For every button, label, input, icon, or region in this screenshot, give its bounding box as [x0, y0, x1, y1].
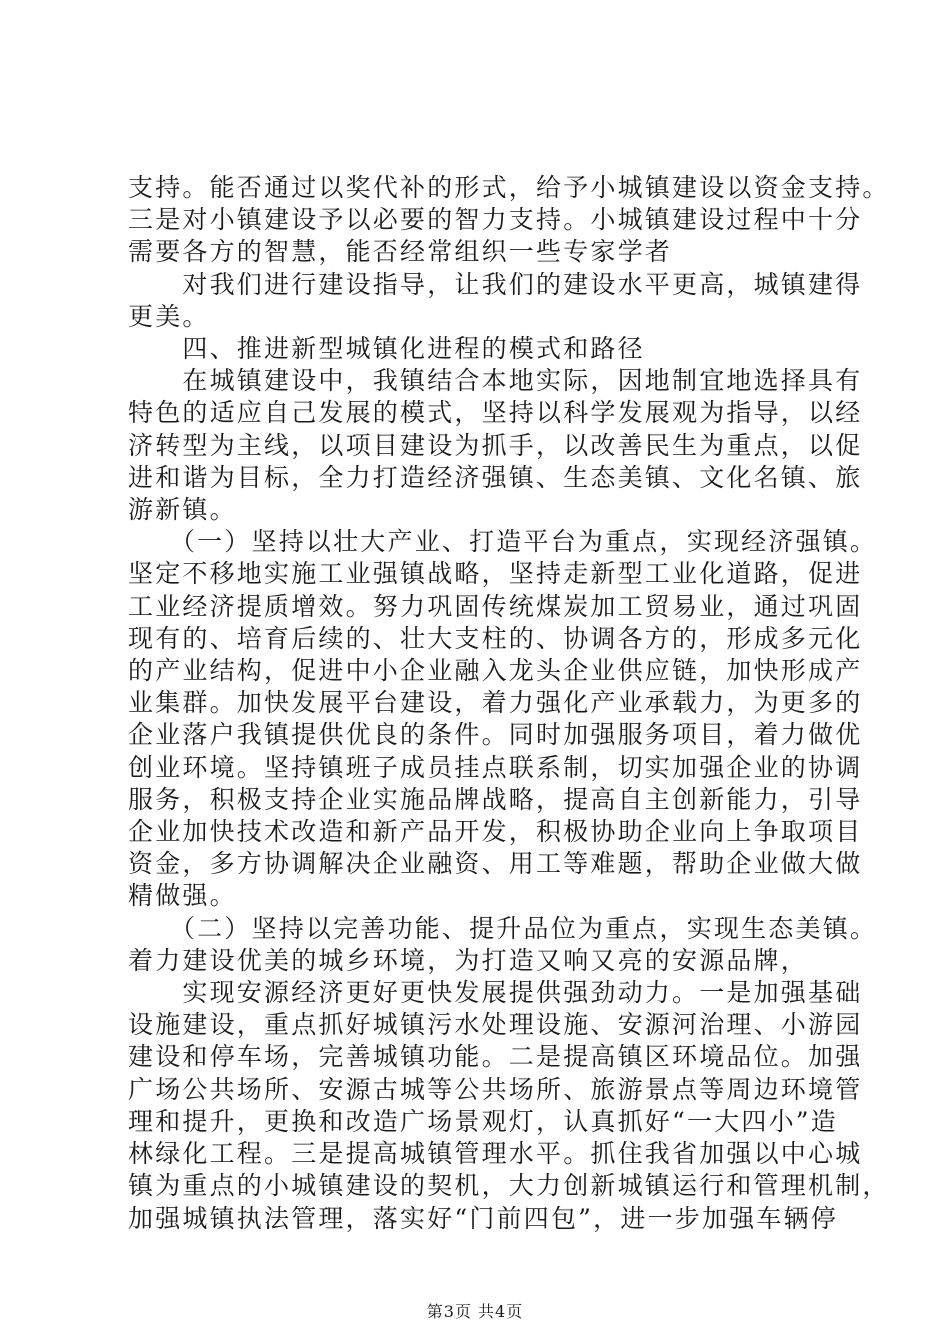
text-line: 的产业结构，促进中小企业融入龙头企业供应链，加快形成产 [128, 656, 863, 686]
text-line: 建设和停车场，完善城镇功能。二是提高镇区环境品位。加强 [128, 1042, 863, 1072]
text-line: 对我们进行建设指导，让我们的建设水平更高，城镇建得 [128, 269, 863, 299]
text-line: （一）坚持以壮大产业、打造平台为重点，实现经济强镇。 [128, 527, 878, 557]
text-line: 理和提升，更换和改造广场景观灯，认真抓好“一大四小”造 [128, 1106, 838, 1136]
text-line: 游新镇。 [128, 495, 237, 525]
text-line: 林绿化工程。三是提高城镇管理水平。抓住我省加强以中心城 [128, 1139, 863, 1169]
text-line: 实现安源经济更好更快发展提供强劲动力。一是加强基础 [128, 978, 863, 1008]
text-line: （二）坚持以完善功能、提升品位为重点，实现生态美镇。 [128, 913, 878, 943]
text-line: 加强城镇执法管理，落实好“门前四包”，进一步加强车辆停 [128, 1203, 838, 1233]
text-line: 工业经济提质增效。努力巩固传统煤炭加工贸易业，通过巩固 [128, 591, 863, 621]
text-line: 服务，积极支持企业实施品牌战略，提高自主创新能力，引导 [128, 784, 863, 814]
text-line: 企业落户我镇提供优良的条件。同时加强服务项目，着力做优 [128, 720, 863, 750]
text-line: 现有的、培育后续的、壮大支柱的、协调各方的，形成多元化 [128, 623, 863, 653]
text-line: 坚定不移地实施工业强镇战略，坚持走新型工业化道路，促进 [128, 559, 863, 589]
text-line: 着力建设优美的城乡环境，为打造又响又亮的安源品牌， [128, 945, 809, 975]
text-line: 四、推进新型城镇化进程的模式和路径 [128, 334, 645, 364]
text-line: 企业加快技术改造和新产品开发，积极协助企业向上争取项目 [128, 817, 863, 847]
text-line: 镇为重点的小城镇建设的契机，大力创新城镇运行和管理机制， [128, 1171, 890, 1201]
text-line: 在城镇建设中，我镇结合本地实际，因地制宜地选择具有 [128, 366, 863, 396]
text-line: 精做强。 [128, 881, 237, 911]
text-line: 需要各方的智慧，能否经常组织一些专家学者 [128, 237, 673, 267]
text-line: 进和谐为目标，全力打造经济强镇、生态美镇、文化名镇、旅 [128, 462, 863, 492]
page-footer: 第3页 共4页 [426, 1302, 524, 1321]
text-line: 广场公共场所、安源古城等公共场所、旅游景点等周边环境管 [128, 1074, 863, 1104]
document-body [128, 172, 890, 1235]
text-line: 三是对小镇建设予以必要的智力支持。小城镇建设过程中十分 [128, 205, 863, 235]
text-line: 设施建设，重点抓好城镇污水处理设施、安源河治理、小游园 [128, 1010, 863, 1040]
text-line: 资金，多方协调解决企业融资、用工等难题，帮助企业做大做 [128, 849, 863, 879]
text-line: 业集群。加快发展平台建设，着力强化产业承载力，为更多的 [128, 688, 863, 718]
text-line: 创业环境。坚持镇班子成员挂点联系制，切实加强企业的协调 [128, 752, 863, 782]
text-line: 支持。能否通过以奖代补的形式，给予小城镇建设以资金支持。 [128, 173, 890, 202]
text-line: 济转型为主线，以项目建设为抓手，以改善民生为重点，以促 [128, 430, 863, 460]
text-line: 特色的适应自己发展的模式，坚持以科学发展观为指导，以经 [128, 398, 863, 428]
text-line: 更美。 [128, 301, 210, 331]
